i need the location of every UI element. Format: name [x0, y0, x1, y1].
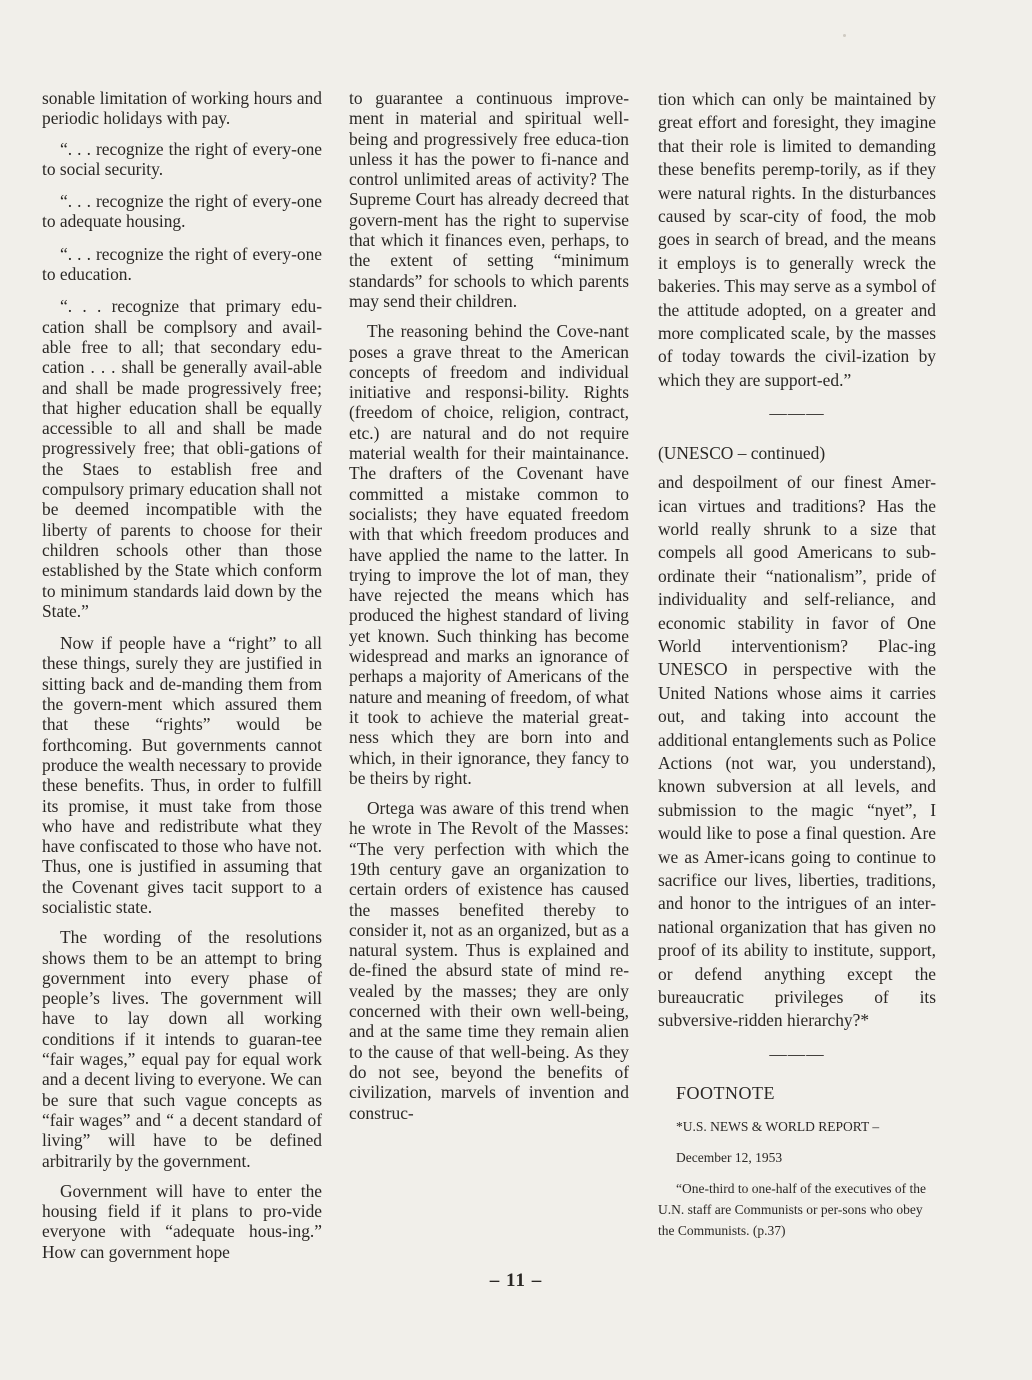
section-heading: (UNESCO – continued) — [658, 442, 826, 463]
paragraph: Now if people have a “right” to all these things, surely they are justified in sitting back and de-manding them from the govern-ment which assured them that these “rights” would be forthcoming. But governments cannot produce the wealth necessary to provide these benefits. Thus, in order to fulfill its promise, it must take from those who have and redistribute what they have confiscated to those who have not. Thus, one is justified in assuming that the Covenant gives tacit support to a socialistic state. — [42, 633, 322, 917]
paragraph: and despoilment of our finest Amer-ican virtues and traditions? Has the world really shrunk to a size that compels all good Americans to sub-ordinate their “nationalism”, pride of individuality and self-reliance, and economic stability in favor of One World interventionism? Plac-ing UNESCO in perspective with the United Nations whose aims it carries out, and taking into account the additional entanglements such as Police Actions (not war, you understand), known subversion at all levels, and submission to the magic “nyet”, I would like to pose a final question. Are we as Amer-icans going to continue to sacrifice our lives, liberties, traditions, and honor to the intrigues of an inter-national organization that has given no proof of its ability to institute, support, or defend anything except the bureaucratic privileges of its subversive-ridden hierarchy?* — [658, 472, 936, 1031]
paragraph: sonable limitation of working hours and periodic holidays with pay. — [42, 88, 322, 129]
paragraph: to guarantee a continuous improve-ment in material and spiritual well-being and progressively free educa-tion unless it has the power to fi-nance and control unlimited areas of activity? The Supreme Court has already decreed that govern-ment has the right to supervise that which it finances even, perhaps, to the extent of setting “minimum standards” for schools to which parents may send their children. — [349, 88, 629, 311]
quote-paragraph: “. . . recognize the right of every-one to education. — [42, 243, 322, 285]
column-3 — [658, 88, 936, 1251]
quote-paragraph: “. . . recognize that primary edu-cation shall be complsory and avail-able free to all; that secondary edu-cation . . . shall be generally avail-able and shall be made progressively free; that higher education shall be equally accessible to all and shall be made progressively free; that obli-gations of the Staes to establish free and compulsory primary education shall not be deemed incompatible with the liberty of parents to choose for their children schools other than those established by the State which conform to minimum standards laid down by the State.” — [42, 296, 322, 621]
footnote-text: “One-third to one-half of the executives of the U.N. staff are Communists or per-sons who obey the Communists. (p.37) — [658, 1180, 927, 1238]
paragraph: The reasoning behind the Cove-nant poses a grave threat to the American concepts of freedom and individual initiative and responsi-bility. Rights (freedom of choice, religion, contract, etc.) are natural and do not require material wealth for their maintainance. The drafters of the Covenant have committed a mistake common to socialists; they have equated freedom with that which freedom produces and have applied the name to the latter. In trying to improve the lot of man, they have rejected the means which has produced the highest standard of living yet known. Such thinking has become widespread and marks an ignorance of perhaps a majority of Americans of the nature and meaning of freedom, of what it took to achieve the material great-ness which they are born into and which, in their ignorance, they fancy to be theirs by right. — [349, 321, 629, 788]
footnote-source: *U.S. NEWS & WORLD REPORT – — [676, 1118, 880, 1134]
paragraph: The wording of the resolutions shows them to be an attempt to bring government into every phase of people’s lives. The government will have to lay down all working conditions if it intends to guaran-tee “fair wages,” equal pay for equal work and a decent living to everyone. We can be sure that such vague concepts as “fair wages” and “ a decent standard of living” will have to be defined arbitrarily by the government. — [42, 927, 322, 1171]
quote-paragraph: “. . . recognize the right of every-one to social security. — [42, 138, 322, 179]
section-divider: ——— — [769, 1043, 825, 1064]
paragraph: Ortega was aware of this trend when he wrote in The Revolt of the Masses: “The very perfection with which the 19th century gave an organization to certain orders of existence has caused the masses benefited thereby to consider it, not as an organized, but as a natural system. Thus is explained and de-fined the absurd state of mind re-vealed by the masses; they are only concerned with their own well-being, and at the same time they remain alien to the cause of that well-being. As they do not see, beyond the benefits of civilization, marvels of invention and construc- — [349, 798, 629, 1123]
footnote-date: December 12, 1953 — [676, 1149, 783, 1165]
column-1 — [42, 88, 322, 1272]
page-number: – 11 – — [489, 1270, 543, 1291]
paragraph: Government will have to enter the housing field if it plans to pro-vide everyone with “adequate hous-ing.” How can government hope — [42, 1180, 322, 1262]
paper-speck — [843, 34, 846, 37]
column-2 — [349, 88, 629, 1133]
section-divider: ——— — [769, 403, 825, 424]
quote-paragraph: “. . . recognize the right of every-one to adequate housing. — [42, 191, 322, 232]
footnote-title: FOOTNOTE — [676, 1083, 775, 1104]
paragraph: tion which can only be maintained by great effort and foresight, they imagine that their role is limited to demanding these benefits peremp-torily, as if they were natural rights. In the disturbances caused by scar-city of food, the mob goes in search of bread, and the means it employs is to generally wreck the bakeries. This may serve as a symbol of the attitude adopted, on a greater and more complicated scale, by the masses of today towards the civil-ization by which they are support-ed.” — [658, 89, 936, 390]
